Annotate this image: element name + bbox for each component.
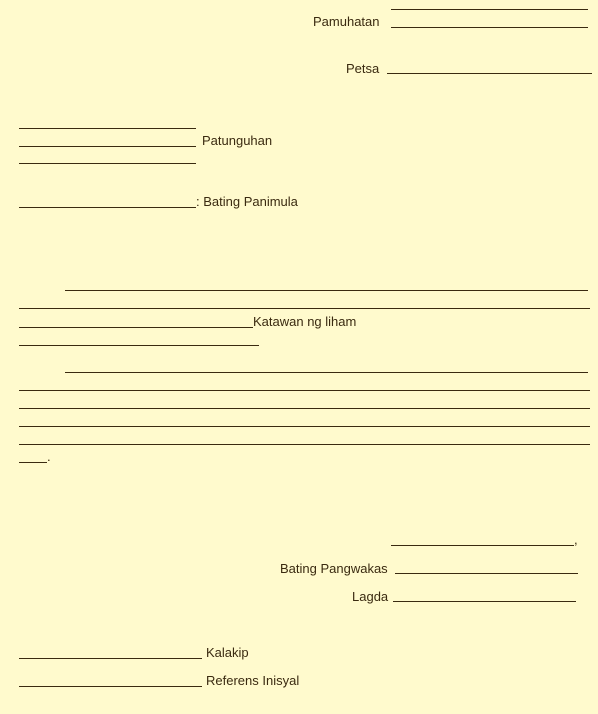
inside-address-label: Patunguhan	[202, 133, 273, 148]
complimentary-close-line	[395, 573, 578, 574]
reference-initials-label: Referens Inisyal	[206, 673, 300, 688]
reference-initials-line	[19, 686, 202, 687]
salutation-label: : Bating Panimula	[196, 194, 298, 209]
body-line-3	[19, 327, 253, 328]
return-address-label: Pamuhatan	[313, 14, 380, 29]
body-line-5	[65, 372, 588, 373]
date-line	[387, 73, 592, 74]
signature-label: Lagda	[352, 589, 389, 604]
enclosure-label: Kalakip	[206, 645, 249, 660]
closing-line	[391, 545, 574, 546]
complimentary-close-label: Bating Pangwakas	[280, 561, 388, 576]
body-line-8	[19, 426, 590, 427]
body-line-7	[19, 408, 590, 409]
body-line-2	[19, 308, 590, 309]
body-line-1	[65, 290, 588, 291]
return-address-line-2	[391, 27, 588, 28]
body-label: Katawan ng liham	[253, 314, 357, 329]
body-end-mark: .	[47, 449, 51, 464]
salutation-line	[19, 207, 196, 208]
enclosure-line	[19, 658, 202, 659]
closing-comma: ,	[574, 532, 578, 547]
date-label: Petsa	[346, 61, 380, 76]
body-line-6	[19, 390, 590, 391]
body-line-4	[19, 345, 259, 346]
inside-address-line-2	[19, 146, 196, 147]
body-line-10	[19, 462, 47, 463]
inside-address-line-1	[19, 128, 196, 129]
signature-line	[393, 601, 576, 602]
body-line-9	[19, 444, 590, 445]
inside-address-line-3	[19, 163, 196, 164]
return-address-line-1	[391, 9, 588, 10]
